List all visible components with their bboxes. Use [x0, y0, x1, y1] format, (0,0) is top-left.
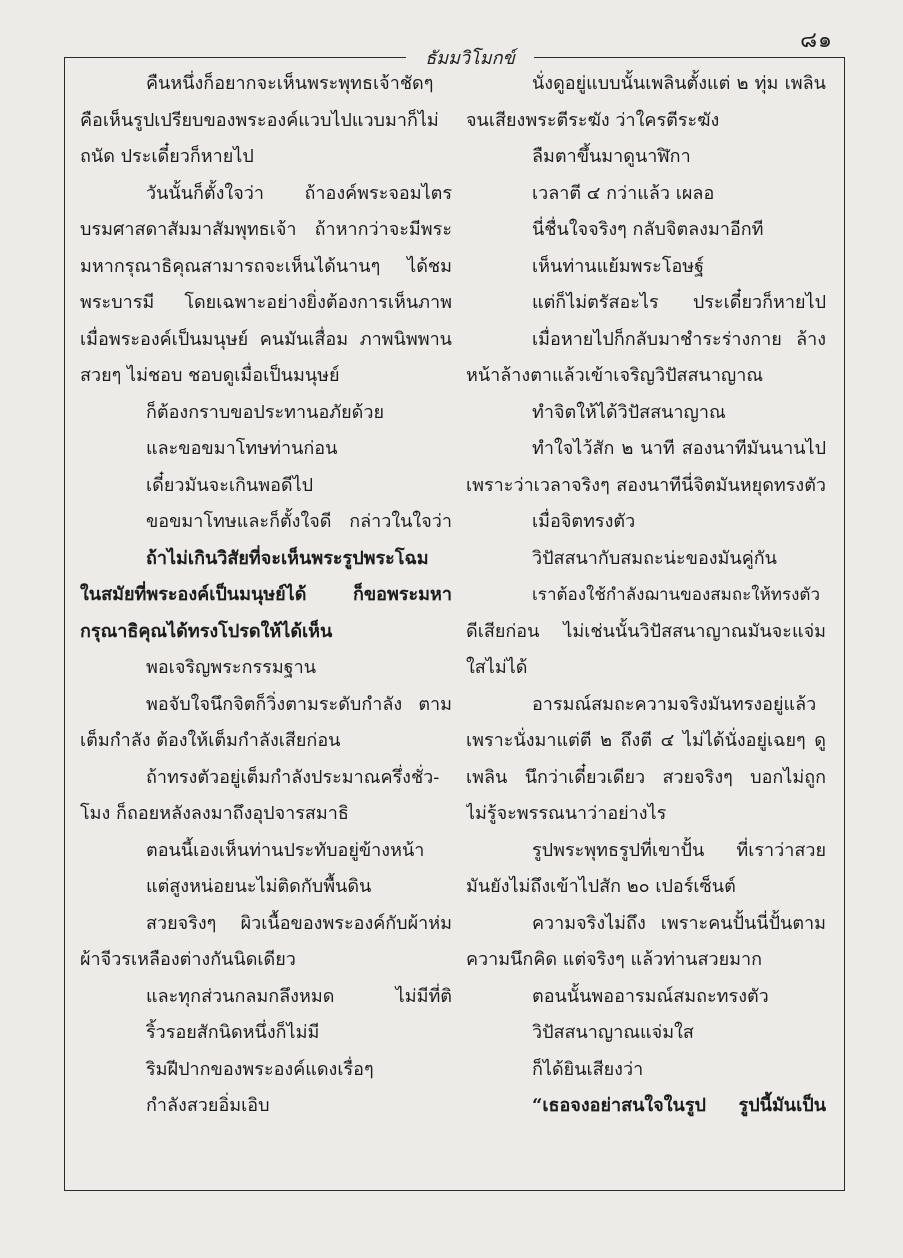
text-line: สวยๆ ไม่ชอบ ชอบดูเมื่อเป็นมนุษย์ [80, 365, 340, 386]
text-line: และขอขมาโทษท่านก่อน [146, 438, 338, 459]
text-line: เดี๋ยวมันจะเกินพอดีไป [146, 474, 314, 496]
text-line: เมื่อจิตทรงตัว [532, 511, 636, 532]
text-line: เราต้องใช้กำลังฌานของสมถะให้ทรงตัว [532, 585, 820, 605]
text-line: ทำใจไว้สัก ๒ นาที สองนาทีมันนานไป [532, 438, 826, 459]
text-line: มหากรุณาธิคุณสามารถจะเห็นได้นานๆ ได้ชม [80, 255, 452, 277]
text-line: ก็ต้องกราบขอประทานอภัยด้วย [146, 401, 385, 423]
text-line: แต่สูงหน่อยนะไม่ติดกับพื้นดิน [146, 876, 372, 897]
text-line: นั่งดูอยู่แบบนั้นเพลินตั้งแต่ ๒ ทุ่ม เพลิน [532, 73, 826, 94]
right-column [466, 66, 826, 1125]
text-line: คืนหนึ่งก็อยากจะเห็นพระพุทธเจ้าชัดๆ [146, 73, 434, 94]
text-line: เพลิน นึกว่าเดี๋ยวเดียว สวยจริงๆ บอกไม่ถูก [466, 766, 826, 788]
text-line: ริ้วรอยสักนิดหนึ่งก็ไม่มี [146, 1022, 320, 1043]
text-line: ริมฝีปากของพระองค์แดงเรื่อๆ [146, 1058, 374, 1080]
text-line: เมื่อพระองค์เป็นมนุษย์ คนมันเสื่อม ภาพนิพพาน [80, 328, 452, 350]
page-number: ๘๑ [800, 28, 833, 53]
text-line: พระบารมี โดยเฉพาะอย่างยิ่งต้องการเห็นภาพ [80, 292, 452, 313]
text-line: ตอนนี้เองเห็นท่านประทับอยู่ข้างหน้า [146, 839, 425, 861]
text-line: ทำจิตให้ได้วิปัสสนาญาณ [532, 401, 726, 423]
text-line: ลืมตาขึ้นมาดูนาฬิกา [532, 146, 691, 167]
text-line: ขอขมาโทษและก็ตั้งใจดี กล่าวในใจว่า [146, 511, 452, 532]
text-line: วิปัสสนาญาณแจ่มใส [532, 1022, 694, 1043]
text-line: อารมณ์สมถะความจริงมันทรงอยู่แล้ว [532, 693, 817, 715]
text-line: เพราะว่าเวลาจริงๆ สองนาทีนี่จิตมันหยุดทรงตัว [466, 474, 826, 496]
text-line: จนเสียงพระตีระฆัง ว่าใครตีระฆัง [466, 109, 720, 131]
text-line: ตอนนั้นพออารมณ์สมถะทรงตัว [532, 985, 769, 1007]
text-line: ถ้าทรงตัวอยู่เต็มกำลังประมาณครึ่งชั่ว- [146, 766, 440, 788]
text-line: และทุกส่วนกลมกลึงหมด ไม่มีที่ติ [146, 985, 452, 1007]
text-line: ผ้าจีวรเหลืองต่างกันนิดเดียว [80, 949, 296, 970]
text-line: วิปัสสนากับสมถะน่ะของมันคู่กัน [532, 547, 777, 569]
text-line: ถ้าไม่เกินวิสัยที่จะเห็นพระรูปพระโฉม [146, 547, 429, 569]
text-line: พอเจริญพระกรรมฐาน [146, 657, 317, 678]
text-line: ถนัด ประเดี๋ยวก็หายไป [80, 146, 254, 167]
text-line: สวยจริงๆ ผิวเนื้อของพระองค์กับผ้าห่ม [146, 912, 452, 934]
text-line: โมง ก็ถอยหลังลงมาถึงอุปจารสมาธิ [80, 803, 349, 824]
text-line: รูปพระพุทธรูปที่เขาปั้น ที่เราว่าสวย [532, 839, 826, 861]
text-line: เวลาตี ๔ กว่าแล้ว เผลอ [532, 182, 715, 204]
text-line: ดีเสียก่อน ไม่เช่นนั้นวิปัสสนาญาณมันจะแจ่ม [466, 620, 826, 642]
text-line: กรุณาธิคุณได้ทรงโปรดให้ได้เห็น [80, 620, 333, 642]
text-line: บรมศาสดาสัมมาสัมพุทธเจ้า ถ้าหากว่าจะมีพระ [80, 219, 452, 240]
text-line: เห็นท่านแย้มพระโอษฐ์ [532, 255, 705, 277]
text-line: ใสไม่ได้ [466, 657, 528, 678]
text-line: มันยังไม่ถึงเข้าไปสัก ๒๐ เปอร์เซ็นต์ [466, 876, 736, 897]
text-line: เพราะนั่งมาแต่ตี ๒ ถึงตี ๔ ไม่ได้นั่งอยู่เฉยๆ ดู [466, 730, 826, 751]
text-line: ก็ได้ยินเสียงว่า [532, 1058, 644, 1080]
text-line: ความนึกคิด แต่จริงๆ แล้วท่านสวยมาก [466, 949, 762, 970]
text-line: ไม่รู้จะพรรณนาว่าอย่างไร [466, 803, 667, 824]
text-line: ในสมัยที่พระองค์เป็นมนุษย์ได้ ก็ขอพระมหา [80, 584, 452, 605]
text-line: ความจริงไม่ถึง เพราะคนปั้นนี่ปั้นตาม [532, 912, 826, 934]
text-line: เต็มกำลัง ต้องให้เต็มกำลังเสียก่อน [80, 730, 341, 751]
text-line: กำลังสวยอิ่มเอิบ [146, 1095, 270, 1116]
text-line: หน้าล้างตาแล้วเข้าเจริญวิปัสสนาญาณ [466, 365, 764, 386]
text-line: เมื่อหายไปก็กลับมาชำระร่างกาย ล้าง [532, 328, 826, 350]
left-column [80, 66, 452, 1125]
text-line: วันนั้นก็ตั้งใจว่า ถ้าองค์พระจอมไตร [146, 182, 452, 204]
text-line: นี่ชื่นใจจริงๆ กลับจิตลงมาอีกที [532, 219, 764, 240]
running-title: ธัมมวิโมกข์ [425, 48, 515, 69]
text-line: “เธอจงอย่าสนใจในรูป รูปนี้มันเป็น [532, 1095, 826, 1116]
text-line: พอจับใจนึกจิตก็วิ่งตามระดับกำลัง ตาม [146, 693, 452, 715]
text-line: แต่ก็ไม่ตรัสอะไร ประเดี๋ยวก็หายไป [532, 292, 826, 313]
text-line: คือเห็นรูปเปรียบของพระองค์แวบไปแวบมาก็ไม่ [80, 109, 439, 131]
